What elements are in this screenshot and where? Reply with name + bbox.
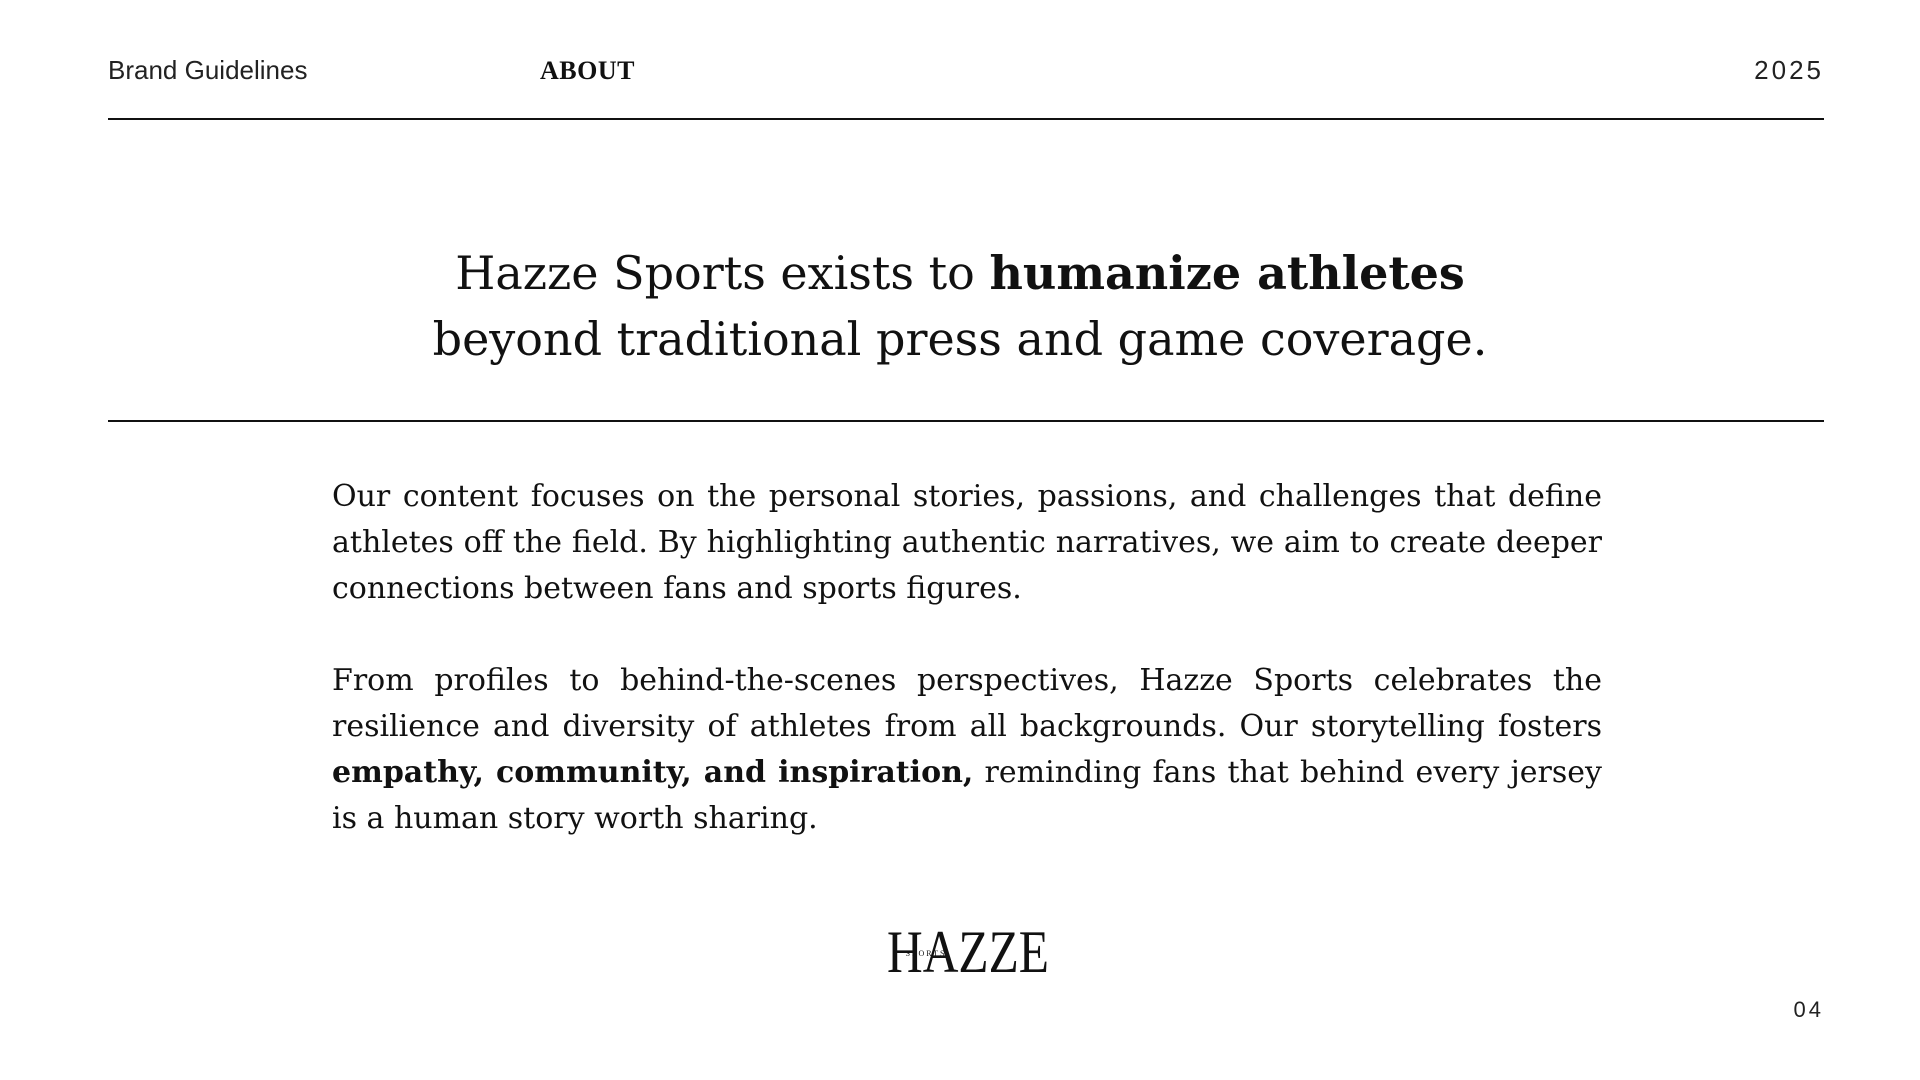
year-label: 2025 [1754,55,1824,85]
logo-subtext: SPORTS [905,949,947,958]
headline [260,240,1660,372]
section-title: ABOUT [540,56,635,85]
paragraph-2-end: reminding fans that behind every jersey is a human story worth sharing. [332,755,1603,836]
logo-wordmark: HAZZE [887,919,1049,978]
headline-text-line2: beyond traditional press and game coverage. [432,312,1488,366]
paragraph-2-emphasis: empathy, community, and inspiration, [332,755,974,790]
paragraph-2-start: From profiles to behind-the-scenes perspectives, Hazze Sports celebrates the resilience and diversity of athletes from all backgrounds. Our storytelling fosters [332,663,1602,744]
body-paragraph-1: Our content focuses on the personal stories, passions, and challenges that define athletes off the field. By highlighting authentic narratives, we aim to create deeper connections between fans and sports figures. [332,479,1602,606]
hazze-sports-logo [884,918,1052,978]
brand-guidelines-label: Brand Guidelines [108,55,308,85]
headline-emphasis: humanize athletes [989,246,1465,300]
header-divider [108,118,1824,120]
section-divider [108,420,1824,422]
body-text [332,474,1602,888]
page-number: 04 [1793,997,1824,1022]
headline-text-start: Hazze Sports exists to [455,246,990,300]
body-paragraph-2 [332,658,1602,842]
